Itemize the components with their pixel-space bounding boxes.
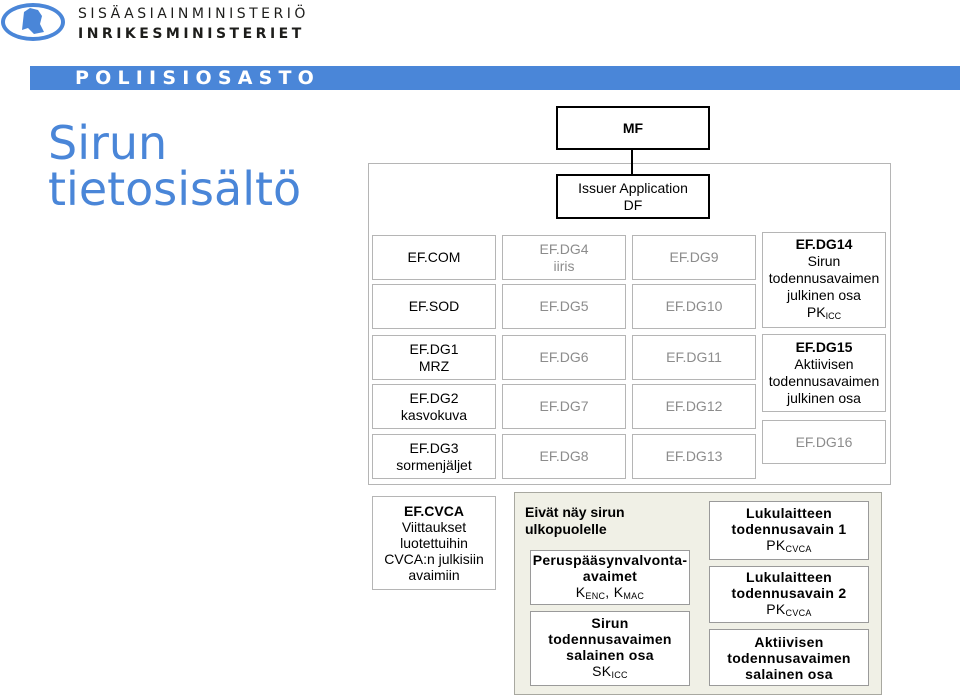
dg16-label: EF.DG16: [795, 433, 853, 450]
finland-lion-logo: [0, 0, 68, 44]
terminal2-line1: Lukulaitteen: [745, 568, 833, 585]
page-title: [48, 116, 302, 216]
dg5-label: EF.DG5: [539, 298, 589, 314]
pk1-main: PK: [766, 536, 786, 553]
ef-dg15-box: [762, 334, 886, 412]
dg3-desc: sormenjäljet: [396, 456, 472, 473]
dg14-key: [807, 304, 841, 325]
k-enc-sub: ENC: [585, 590, 606, 601]
pk2-main: PK: [766, 600, 786, 617]
sk-main: SK: [592, 662, 612, 679]
terminal2-key: [766, 601, 812, 621]
ef-com-label: EF.COM: [407, 249, 461, 265]
dg3-name: EF.DG3: [409, 439, 459, 456]
hidden-heading: [525, 504, 625, 538]
chip-private-line2: todennusavaimen: [548, 630, 672, 647]
dg14-line3: julkinen osa: [787, 286, 861, 303]
ef-dg7-box: [502, 384, 626, 429]
ef-sod-box: [372, 284, 496, 329]
dg4-desc: iiris: [553, 257, 575, 274]
dg14-line1: Sirun: [807, 252, 841, 269]
dg9-label: EF.DG9: [669, 249, 719, 265]
chip-auth-private-key-box: [530, 611, 690, 686]
dg1-desc: MRZ: [418, 357, 450, 374]
dg8-label: EF.DG8: [539, 448, 589, 464]
dg4-name: EF.DG4: [539, 240, 589, 257]
ef-dg10-box: [632, 284, 756, 329]
dg14-key-sub: ICC: [825, 310, 842, 321]
active-auth-private-key-box: [709, 629, 869, 686]
pk1-sub: CVCA: [785, 543, 812, 554]
ef-dg2-box: [372, 384, 496, 429]
dg7-label: EF.DG7: [539, 398, 589, 414]
ef-dg6-box: [502, 335, 626, 380]
ef-dg14-box: [762, 232, 886, 328]
dg14-line2: todennusavaimen: [768, 269, 880, 286]
dg15-name: EF.DG15: [795, 339, 853, 355]
sk-sub: ICC: [611, 669, 628, 680]
cvca-line3: CVCA:n julkisiin: [384, 551, 484, 567]
access-keys-line2: avaimet: [582, 567, 638, 584]
dg15-line3: julkinen osa: [787, 390, 861, 406]
active-private-line3: salainen osa: [745, 665, 833, 682]
title-line-2: tietosisältö: [48, 162, 302, 216]
ef-com-box: [372, 235, 496, 280]
k-enc-main: K: [575, 583, 586, 600]
dg2-desc: kasvokuva: [400, 406, 468, 423]
ef-dg13-box: [632, 434, 756, 479]
ef-dg12-box: [632, 384, 756, 429]
ministry-name-swedish: INRIKESMINISTERIET: [78, 26, 305, 42]
title-line-1: Sirun: [48, 116, 168, 170]
department-name: POLIISIOSASTO: [75, 67, 321, 89]
access-keys-line1: Peruspääsynvalvonta-: [532, 551, 688, 568]
mf-df-connector: [631, 149, 633, 175]
cvca-name: EF.CVCA: [404, 503, 464, 519]
cvca-line4: avaimiin: [408, 567, 460, 583]
chip-private-key: [592, 663, 628, 683]
ef-dg8-box: [502, 434, 626, 479]
k-separator: ,: [605, 583, 614, 600]
dg11-label: EF.DG11: [666, 349, 722, 365]
terminal-key-1-box: [709, 501, 869, 560]
ef-dg16-box: [762, 420, 886, 464]
ef-dg9-box: [632, 235, 756, 280]
dg15-line1: Aktiivisen: [794, 356, 854, 372]
terminal-key-2-box: [709, 566, 869, 623]
ef-cvca-box: [372, 496, 496, 590]
terminal1-line2: todennusavain 1: [731, 520, 847, 537]
access-keys-box: [530, 550, 690, 605]
ef-sod-label: EF.SOD: [408, 298, 460, 314]
df-label-line2: DF: [623, 196, 643, 213]
chip-private-line1: Sirun: [591, 614, 629, 631]
dg10-label: EF.DG10: [665, 298, 723, 314]
hidden-heading-line1: Eivät näy sirun: [525, 504, 625, 520]
ef-dg3-box: [372, 434, 496, 479]
dg6-label: EF.DG6: [539, 349, 589, 365]
ef-dg1-box: [372, 335, 496, 380]
ef-dg5-box: [502, 284, 626, 329]
df-label-line1: Issuer Application: [578, 179, 688, 196]
ef-dg11-box: [632, 335, 756, 380]
mf-label: MF: [622, 119, 644, 136]
k-mac-sub: MAC: [623, 590, 645, 601]
dg14-name: EF.DG14: [795, 235, 853, 252]
terminal1-line1: Lukulaitteen: [745, 504, 833, 521]
dg12-label: EF.DG12: [665, 398, 723, 414]
dg1-name: EF.DG1: [409, 340, 459, 357]
active-private-line1: Aktiivisen: [754, 633, 824, 650]
k-mac-main: K: [613, 583, 624, 600]
access-keys-values: [576, 584, 644, 604]
ministry-name-finnish: SISÄASIAINMINISTERIÖ: [78, 6, 309, 22]
active-private-line2: todennusavaimen: [727, 649, 851, 666]
chip-private-line3: salainen osa: [566, 646, 654, 663]
issuer-application-df-box: [556, 174, 710, 219]
cvca-line2: luotettuihin: [400, 535, 468, 551]
pk2-sub: CVCA: [785, 607, 812, 618]
terminal1-key: [766, 537, 812, 557]
cvca-line1: Viittaukset: [401, 519, 467, 535]
mf-box: [556, 106, 710, 150]
dg13-label: EF.DG13: [665, 448, 723, 464]
dg15-line2: todennusavaimen: [768, 373, 880, 389]
hidden-heading-line2: ulkopuolelle: [525, 521, 607, 537]
dg14-key-main: PK: [806, 303, 826, 320]
ef-dg4-box: [502, 235, 626, 280]
terminal2-line2: todennusavain 2: [731, 584, 847, 601]
dg2-name: EF.DG2: [409, 389, 459, 406]
